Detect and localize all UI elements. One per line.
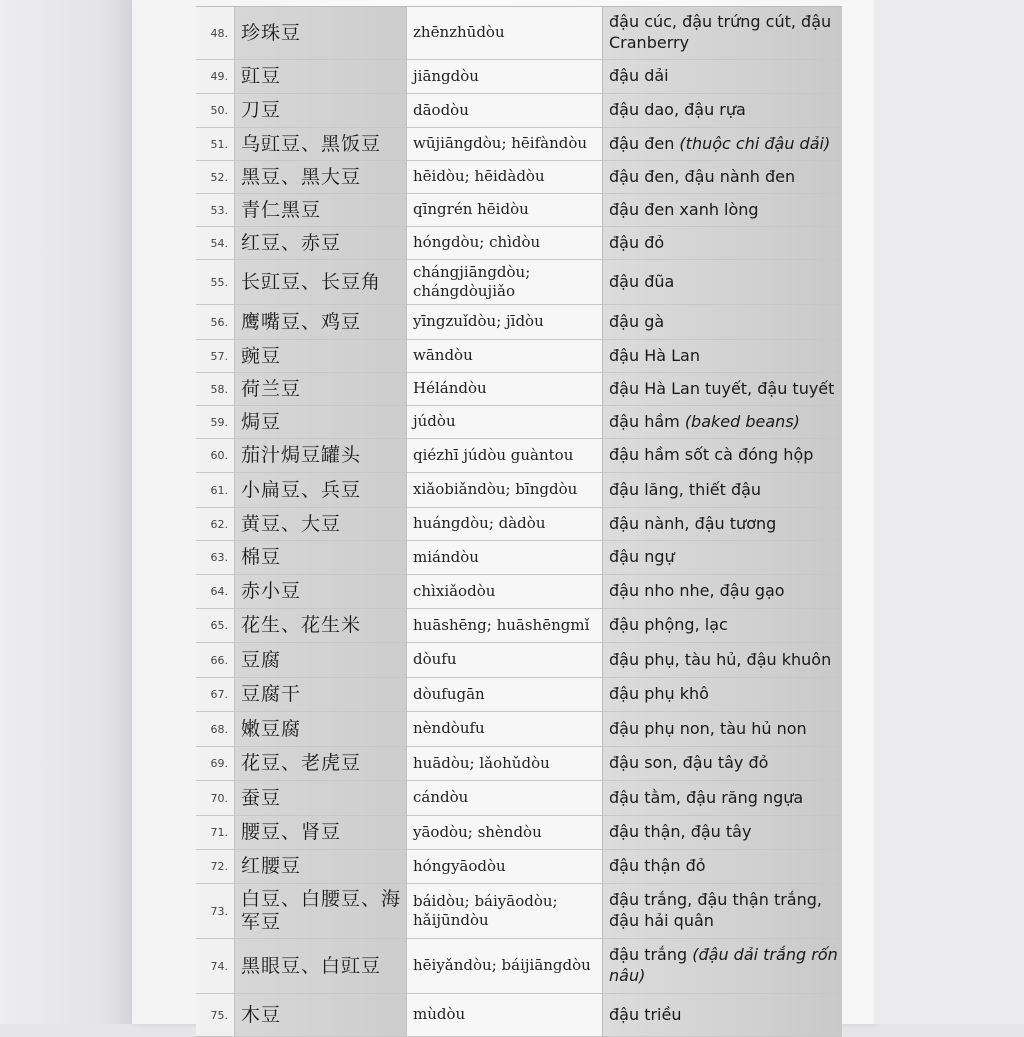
vietnamese-meaning-text: đậu đen	[609, 133, 680, 153]
chinese-term	[234, 609, 406, 642]
pinyin-term-text: cándòu	[413, 788, 469, 807]
entry-number	[196, 161, 234, 193]
vietnamese-meaning-text: đậu trắng, đậu thận trắng, đậu hải quân	[609, 890, 822, 930]
pinyin-term	[406, 227, 602, 259]
pinyin-term	[406, 439, 602, 472]
entry-number-text: 53.	[210, 203, 228, 217]
entry-number	[196, 227, 234, 259]
chinese-term	[234, 128, 406, 160]
entry-number-text: 75.	[210, 1008, 228, 1022]
entry-number	[196, 643, 234, 677]
entry-number-text: 57.	[210, 349, 228, 363]
table-row	[196, 194, 842, 227]
vietnamese-meaning	[602, 508, 842, 540]
vietnamese-meaning-text: đậu Hà Lan tuyết, đậu tuyết	[609, 378, 835, 398]
pinyin-term	[406, 473, 602, 507]
entry-number-text: 48.	[210, 26, 228, 40]
entry-number-text: 51.	[210, 137, 228, 151]
vietnamese-meaning-text: đậu thận, đậu tây	[609, 822, 752, 842]
chinese-term-text: 赤小豆	[241, 580, 302, 603]
entry-number-text: 60.	[210, 449, 228, 462]
chinese-term	[234, 227, 406, 259]
entry-number	[196, 194, 234, 226]
pinyin-term-text: dòufu	[413, 650, 457, 669]
table-row	[196, 884, 842, 939]
vietnamese-meaning	[602, 406, 842, 438]
pinyin-term	[406, 508, 602, 540]
pinyin-term	[406, 7, 602, 59]
chinese-term-text: 黑豆、黑大豆	[241, 165, 362, 188]
table-row	[196, 128, 842, 161]
desk-background-right	[874, 0, 1024, 1024]
vietnamese-meaning-italic-note: (đậu dải trắng rốn nâu)	[609, 945, 838, 985]
table-row	[196, 939, 842, 994]
pinyin-term-text: chìxiǎodòu	[413, 581, 496, 600]
chinese-term	[234, 643, 406, 677]
vietnamese-meaning	[602, 939, 842, 993]
chinese-term-text: 红豆、赤豆	[241, 231, 342, 254]
vietnamese-meaning	[602, 712, 842, 746]
entry-number	[196, 678, 234, 711]
entry-number-text: 62.	[210, 517, 228, 531]
pinyin-term	[406, 406, 602, 438]
chinese-term	[234, 373, 406, 405]
vietnamese-meaning-text: đậu hầm	[609, 411, 685, 431]
vietnamese-meaning	[602, 575, 842, 608]
vietnamese-meaning	[602, 161, 842, 193]
chinese-term	[234, 747, 406, 780]
pinyin-term	[406, 373, 602, 405]
pinyin-term-text: yāodòu; shèndòu	[413, 822, 542, 841]
pinyin-term-text: dòufugān	[413, 684, 485, 703]
pinyin-term-text: dāodòu	[413, 100, 469, 119]
vietnamese-meaning-italic-note: (baked beans)	[684, 411, 800, 431]
chinese-term-text: 白豆、白腰豆、海军豆	[241, 888, 402, 933]
vietnamese-meaning-text: đậu đũa	[609, 271, 675, 291]
chinese-term-text: 长豇豆、长豆角	[241, 270, 382, 293]
pinyin-term	[406, 609, 602, 642]
entry-number-text: 66.	[210, 653, 228, 667]
entry-number-text: 74.	[210, 959, 228, 973]
entry-number	[196, 406, 234, 438]
entry-number-text: 64.	[210, 585, 228, 598]
chinese-term	[234, 439, 406, 472]
pinyin-term	[406, 94, 602, 127]
table-row	[196, 373, 842, 406]
table-row	[196, 712, 842, 747]
vietnamese-meaning	[602, 340, 842, 372]
chinese-term	[234, 850, 406, 883]
chinese-term-text: 嫩豆腐	[241, 717, 302, 740]
vietnamese-meaning-text: đậu ngự	[609, 547, 675, 567]
pinyin-term	[406, 305, 602, 339]
chinese-term-text: 黄豆、大豆	[241, 512, 342, 535]
chinese-term-text: 蚕豆	[241, 786, 282, 809]
pinyin-term-text: qiézhī júdòu guàntou	[413, 445, 574, 464]
vietnamese-meaning-text: đậu thận đỏ	[609, 856, 706, 876]
entry-number-text: 63.	[210, 551, 228, 564]
chinese-term	[234, 340, 406, 372]
vietnamese-meaning-text: đậu nho nhe, đậu gạo	[609, 581, 785, 601]
vietnamese-meaning-text: đậu lăng, thiết đậu	[609, 479, 762, 499]
chinese-term	[234, 541, 406, 574]
entry-number-text: 56.	[210, 315, 228, 329]
chinese-term	[234, 939, 406, 993]
chinese-term-text: 黑眼豆、白豇豆	[241, 954, 382, 977]
chinese-term	[234, 60, 406, 93]
entry-number	[196, 816, 234, 849]
vietnamese-meaning-text: đậu gà	[609, 311, 665, 331]
pinyin-term-text: qīngrén hēidòu	[413, 200, 529, 219]
vietnamese-meaning-text: đậu dao, đậu rựa	[609, 100, 746, 120]
table-row	[196, 94, 842, 128]
pinyin-term	[406, 939, 602, 993]
entry-number	[196, 128, 234, 160]
vietnamese-meaning-italic-note: (thuộc chi đậu dải)	[679, 133, 831, 153]
entry-number-text: 50.	[210, 104, 228, 117]
vietnamese-meaning	[602, 373, 842, 405]
entry-number	[196, 373, 234, 405]
entry-number-text: 49.	[210, 70, 228, 83]
table-row	[196, 406, 842, 439]
vietnamese-meaning-text: đậu phụ khô	[609, 684, 709, 704]
vietnamese-meaning-text: đậu đen, đậu nành đen	[609, 166, 796, 186]
entry-number-text: 72.	[210, 860, 228, 873]
pinyin-term	[406, 260, 602, 304]
entry-number	[196, 939, 234, 993]
vietnamese-meaning-text: đậu nành, đậu tương	[609, 513, 777, 533]
chinese-term-text: 腰豆、肾豆	[241, 821, 342, 844]
vietnamese-meaning	[602, 781, 842, 815]
pinyin-term-text: hēiyǎndòu; báijiāngdòu	[413, 956, 591, 975]
entry-number	[196, 850, 234, 883]
chinese-term-text: 豌豆	[241, 344, 282, 367]
chinese-term-text: 焗豆	[241, 410, 282, 433]
entry-number-text: 68.	[210, 722, 228, 736]
vietnamese-meaning	[602, 60, 842, 93]
vietnamese-meaning	[602, 305, 842, 339]
chinese-term-text: 花豆、老虎豆	[241, 752, 362, 775]
table-row	[196, 747, 842, 781]
pinyin-term-text: chángjiāngdòu; chángdòujiǎo	[413, 262, 531, 300]
vietnamese-meaning-text: đậu phụ, tàu hủ, đậu khuôn	[609, 649, 832, 669]
vietnamese-meaning	[602, 7, 842, 59]
vietnamese-meaning-text: đậu đen xanh lòng	[609, 199, 759, 219]
vietnamese-meaning	[602, 473, 842, 507]
entry-number-text: 69.	[210, 757, 228, 770]
chinese-term-text: 刀豆	[241, 99, 282, 122]
table-row	[196, 850, 842, 884]
entry-number	[196, 439, 234, 472]
desk-background-left	[0, 0, 132, 1024]
pinyin-term	[406, 678, 602, 711]
pinyin-term-text: yīngzuǐdòu; jīdòu	[413, 312, 544, 331]
pinyin-term	[406, 816, 602, 849]
table-row	[196, 678, 842, 712]
entry-number	[196, 884, 234, 938]
chinese-term	[234, 884, 406, 938]
chinese-term	[234, 994, 406, 1036]
vietnamese-meaning-text: đậu son, đậu tây đỏ	[609, 753, 769, 773]
entry-number	[196, 747, 234, 780]
pinyin-term-text: mùdòu	[413, 1005, 466, 1024]
entry-number	[196, 305, 234, 339]
vietnamese-meaning	[602, 128, 842, 160]
pinyin-term-text: nèndòufu	[413, 719, 485, 738]
vietnamese-meaning-text: đậu dải	[609, 66, 669, 86]
entry-number-text: 59.	[210, 415, 228, 429]
chinese-term	[234, 7, 406, 59]
vietnamese-meaning	[602, 439, 842, 472]
entry-number	[196, 575, 234, 608]
table-row	[196, 227, 842, 260]
pinyin-term	[406, 161, 602, 193]
chinese-term	[234, 194, 406, 226]
pinyin-term	[406, 128, 602, 160]
vocabulary-table	[196, 6, 842, 1025]
table-row	[196, 643, 842, 678]
pinyin-term	[406, 541, 602, 574]
chinese-term-text: 乌豇豆、黑饭豆	[241, 132, 382, 155]
entry-number-text: 52.	[210, 170, 228, 184]
table-row	[196, 60, 842, 94]
entry-number-text: 67.	[210, 688, 228, 701]
pinyin-term-text: hēidòu; hēidàdòu	[413, 167, 545, 186]
chinese-term	[234, 712, 406, 746]
chinese-term-text: 木豆	[241, 1003, 282, 1026]
entry-number	[196, 94, 234, 127]
entry-number	[196, 508, 234, 540]
entry-number-text: 70.	[210, 791, 228, 805]
entry-number-text: 71.	[210, 826, 228, 839]
pinyin-term-text: huāshēng; huāshēngmǐ	[413, 615, 590, 634]
chinese-term	[234, 575, 406, 608]
chinese-term	[234, 781, 406, 815]
entry-number-text: 54.	[210, 236, 228, 250]
chinese-term	[234, 406, 406, 438]
pinyin-term	[406, 994, 602, 1036]
pinyin-term	[406, 781, 602, 815]
table-row	[196, 473, 842, 508]
pinyin-term-text: huángdòu; dàdòu	[413, 514, 546, 533]
entry-number	[196, 609, 234, 642]
chinese-term	[234, 94, 406, 127]
table-row	[196, 7, 842, 60]
vietnamese-meaning-text: đậu hầm sốt cà đóng hộp	[609, 445, 814, 465]
chinese-term	[234, 816, 406, 849]
pinyin-term-text: wāndòu	[413, 346, 473, 365]
chinese-term-text: 珍珠豆	[241, 21, 302, 44]
vietnamese-meaning	[602, 816, 842, 849]
pinyin-term-text: hóngyāodòu	[413, 856, 506, 875]
vietnamese-meaning-text: đậu triều	[609, 1004, 682, 1024]
entry-number	[196, 260, 234, 304]
chinese-term	[234, 305, 406, 339]
chinese-term	[234, 260, 406, 304]
table-row	[196, 340, 842, 373]
table-row	[196, 994, 842, 1037]
table-row	[196, 260, 842, 305]
entry-number	[196, 473, 234, 507]
pinyin-term-text: jiāngdòu	[413, 66, 479, 85]
vietnamese-meaning	[602, 884, 842, 938]
table-row	[196, 541, 842, 575]
table-row	[196, 305, 842, 340]
entry-number	[196, 541, 234, 574]
table-row	[196, 439, 842, 473]
chinese-term-text: 豆腐	[241, 648, 282, 671]
pinyin-term-text: miándòu	[413, 547, 479, 566]
chinese-term-text: 荷兰豆	[241, 377, 302, 400]
chinese-term-text: 小扁豆、兵豆	[241, 478, 362, 501]
table-row	[196, 609, 842, 643]
entry-number	[196, 7, 234, 59]
pinyin-term-text: zhēnzhūdòu	[413, 23, 505, 42]
vietnamese-meaning-text: đậu trắng	[609, 945, 693, 965]
pinyin-term-text: hóngdòu; chìdòu	[413, 233, 541, 252]
entry-number	[196, 781, 234, 815]
vietnamese-meaning	[602, 194, 842, 226]
table-row	[196, 508, 842, 541]
vietnamese-meaning-text: đậu đỏ	[609, 232, 665, 252]
entry-number-text: 61.	[210, 483, 228, 497]
pinyin-term	[406, 712, 602, 746]
chinese-term	[234, 161, 406, 193]
vietnamese-meaning-text: đậu phụ non, tàu hủ non	[609, 718, 807, 738]
table-row	[196, 816, 842, 850]
pinyin-term	[406, 850, 602, 883]
pinyin-term-text: huādòu; lǎohǔdòu	[413, 753, 550, 772]
vietnamese-meaning-text: đậu cúc, đậu trứng cút, đậu Cranberry	[609, 12, 832, 52]
chinese-term	[234, 678, 406, 711]
pinyin-term-text: wūjiāngdòu; hēifàndòu	[413, 134, 588, 153]
chinese-term-text: 豆腐干	[241, 683, 302, 706]
vietnamese-meaning	[602, 994, 842, 1036]
vietnamese-meaning-text: đậu tằm, đậu răng ngựa	[609, 787, 804, 807]
table-row	[196, 575, 842, 609]
vietnamese-meaning	[602, 227, 842, 259]
entry-number	[196, 340, 234, 372]
chinese-term-text: 茄汁焗豆罐头	[241, 444, 362, 467]
pinyin-term	[406, 340, 602, 372]
chinese-term-text: 棉豆	[241, 546, 282, 569]
vietnamese-meaning	[602, 850, 842, 883]
pinyin-term-text: xiǎobiǎndòu; bīngdòu	[413, 480, 578, 499]
entry-number-text: 55.	[210, 275, 228, 289]
chinese-term-text: 豇豆	[241, 65, 282, 88]
vietnamese-meaning	[602, 94, 842, 127]
pinyin-term	[406, 60, 602, 93]
chinese-term-text: 鹰嘴豆、鸡豆	[241, 310, 362, 333]
vietnamese-meaning	[602, 609, 842, 642]
vietnamese-meaning	[602, 747, 842, 780]
pinyin-term	[406, 884, 602, 938]
chinese-term-text: 花生、花生米	[241, 614, 362, 637]
chinese-term	[234, 508, 406, 540]
entry-number	[196, 712, 234, 746]
chinese-term-text: 红腰豆	[241, 855, 302, 878]
pinyin-term-text: Hélándòu	[413, 379, 487, 398]
vietnamese-meaning-text: đậu Hà Lan	[609, 345, 700, 365]
table-row	[196, 161, 842, 194]
chinese-term-text: 青仁黑豆	[241, 198, 322, 221]
entry-number-text: 73.	[210, 904, 228, 918]
entry-number-text: 65.	[210, 619, 228, 632]
pinyin-term-text: báidòu; báiyāodòu; hǎijūndòu	[413, 891, 558, 929]
vietnamese-meaning	[602, 260, 842, 304]
table-row	[196, 781, 842, 816]
entry-number	[196, 994, 234, 1036]
pinyin-term	[406, 643, 602, 677]
pinyin-term	[406, 747, 602, 780]
vietnamese-meaning	[602, 541, 842, 574]
vietnamese-meaning	[602, 643, 842, 677]
vietnamese-meaning-text: đậu phộng, lạc	[609, 615, 728, 635]
chinese-term	[234, 473, 406, 507]
entry-number	[196, 60, 234, 93]
pinyin-term-text: júdòu	[413, 412, 456, 431]
vietnamese-meaning	[602, 678, 842, 711]
pinyin-term	[406, 575, 602, 608]
entry-number-text: 58.	[210, 382, 228, 396]
pinyin-term	[406, 194, 602, 226]
